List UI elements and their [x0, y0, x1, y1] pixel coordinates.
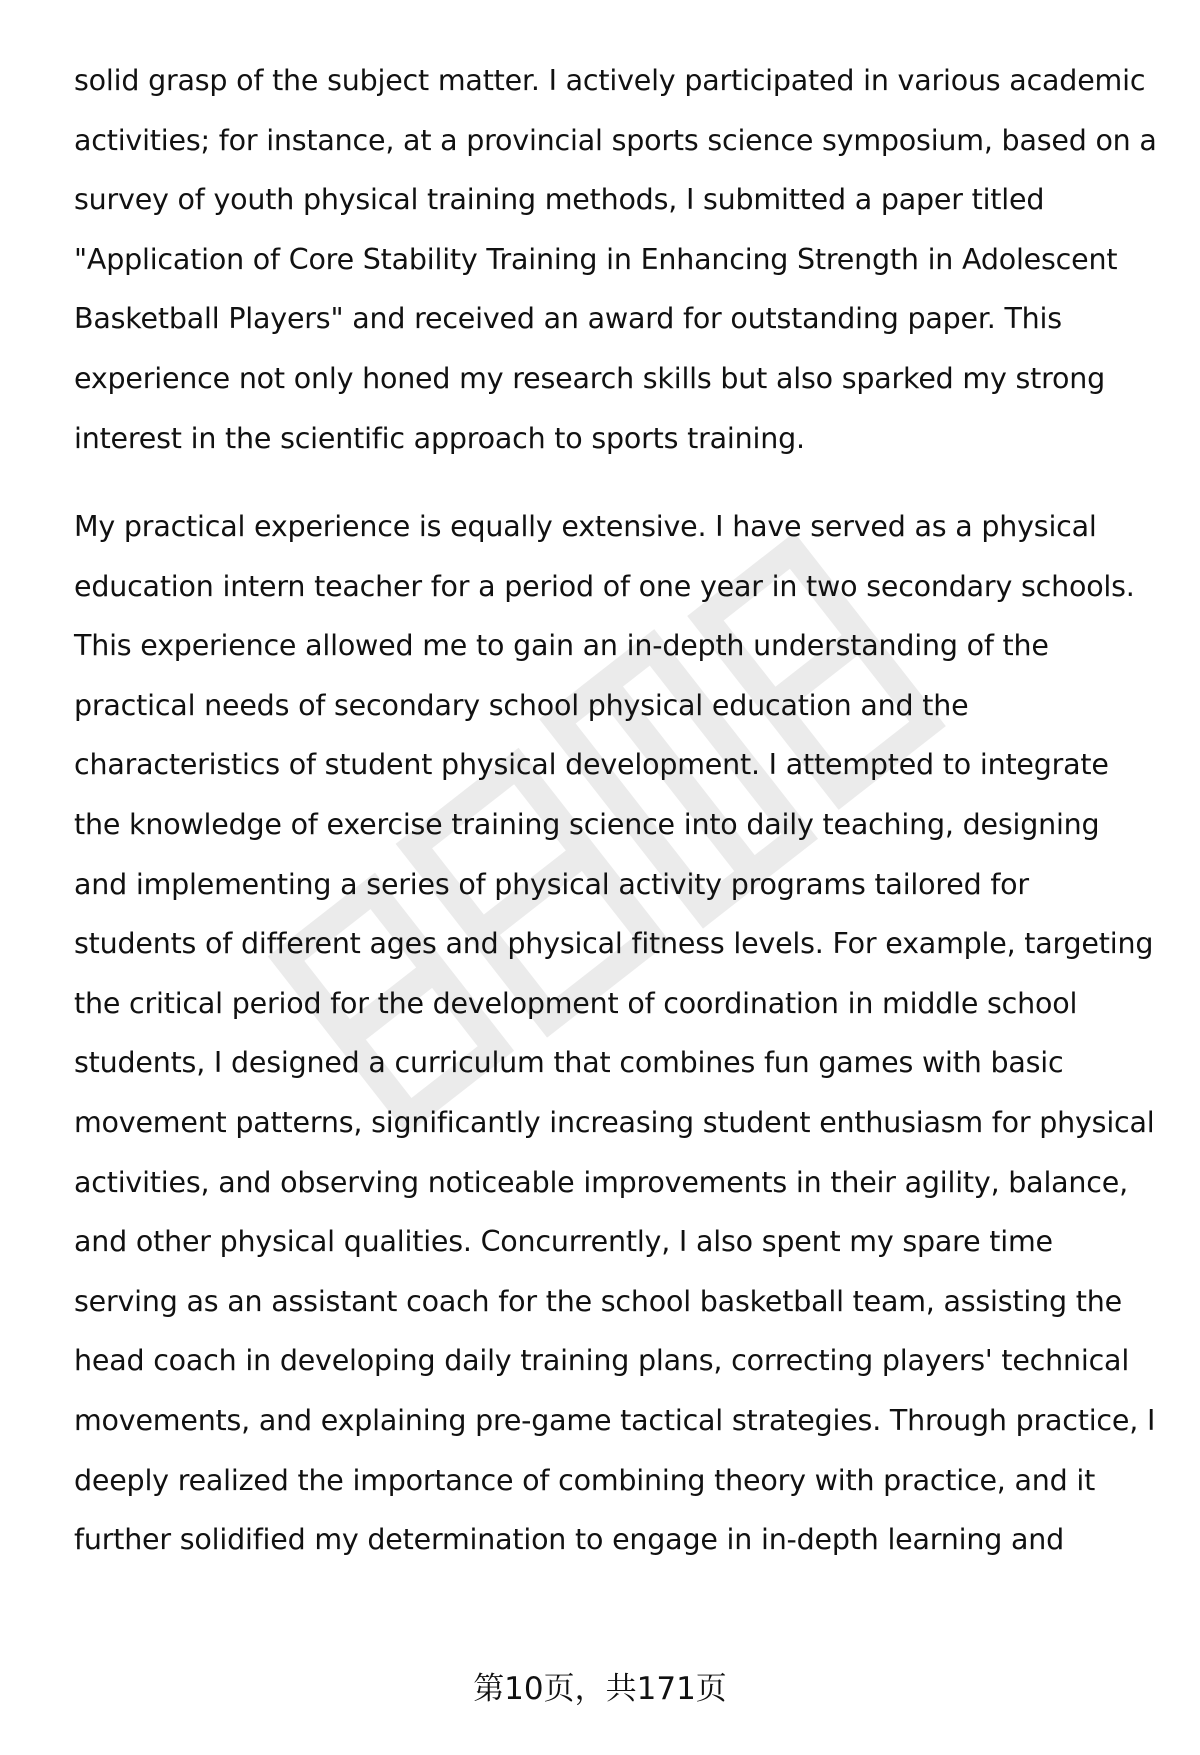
paragraph-line: survey of youth physical training methods, I submitted a paper titled	[74, 183, 1045, 217]
paragraph-line: deeply realized the importance of combining theory with practice, and it	[74, 1463, 1096, 1497]
paragraph-line: serving as an assistant coach for the school basketball team, assisting the	[74, 1284, 1122, 1318]
paragraph-1	[74, 51, 1157, 468]
paragraph-line: practical needs of secondary school physical education and the	[74, 688, 969, 722]
paragraph-line: students, I designed a curriculum that combines fun games with basic	[74, 1046, 1064, 1080]
paragraph-line: Basketball Players" and received an award for outstanding paper. This	[74, 302, 1062, 336]
paragraph-line: experience not only honed my research skills but also sparked my strong	[74, 361, 1106, 395]
paragraph-line: further solidified my determination to engage in in-depth learning and	[74, 1523, 1064, 1557]
page-number-footer: 第10页，共171页	[473, 1671, 727, 1707]
paragraph-line: interest in the scientific approach to sports training.	[74, 421, 805, 455]
paragraph-line: solid grasp of the subject matter. I actively participated in various academic	[74, 64, 1146, 97]
paragraph-line: characteristics of student physical development. I attempted to integrate	[74, 748, 1109, 782]
paragraph-line: activities; for instance, at a provincial sports science symposium, based on a	[74, 123, 1157, 157]
paragraph-line: head coach in developing daily training plans, correcting players' technical	[74, 1344, 1130, 1378]
paragraph-line: and implementing a series of physical activity programs tailored for	[74, 867, 1029, 901]
paragraph-line: movement patterns, significantly increasing student enthusiasm for physical	[74, 1105, 1155, 1139]
paragraph-line: movements, and explaining pre-game tactical strategies. Through practice, I	[74, 1403, 1156, 1437]
paragraph-line: and other physical qualities. Concurrently, I also spent my spare time	[74, 1225, 1053, 1259]
paragraph-line: students of different ages and physical fitness levels. For example, targeting	[74, 927, 1154, 961]
paragraph-line: "Application of Core Stability Training in Enhancing Strength in Adolescent	[74, 242, 1118, 276]
paragraph-line: My practical experience is equally extensive. I have served as a physical	[74, 510, 1097, 543]
paragraph-line: the knowledge of exercise training science into daily teaching, designing	[74, 807, 1100, 841]
paragraph-line: This experience allowed me to gain an in-depth understanding of the	[74, 629, 1049, 663]
paragraph-2	[74, 497, 1154, 1570]
paragraph-line: education intern teacher for a period of one year in two secondary schools.	[74, 569, 1135, 603]
paragraph-line: the critical period for the development of coordination in middle school	[74, 986, 1078, 1020]
paragraph-line: activities, and observing noticeable improvements in their agility, balance,	[74, 1165, 1128, 1199]
